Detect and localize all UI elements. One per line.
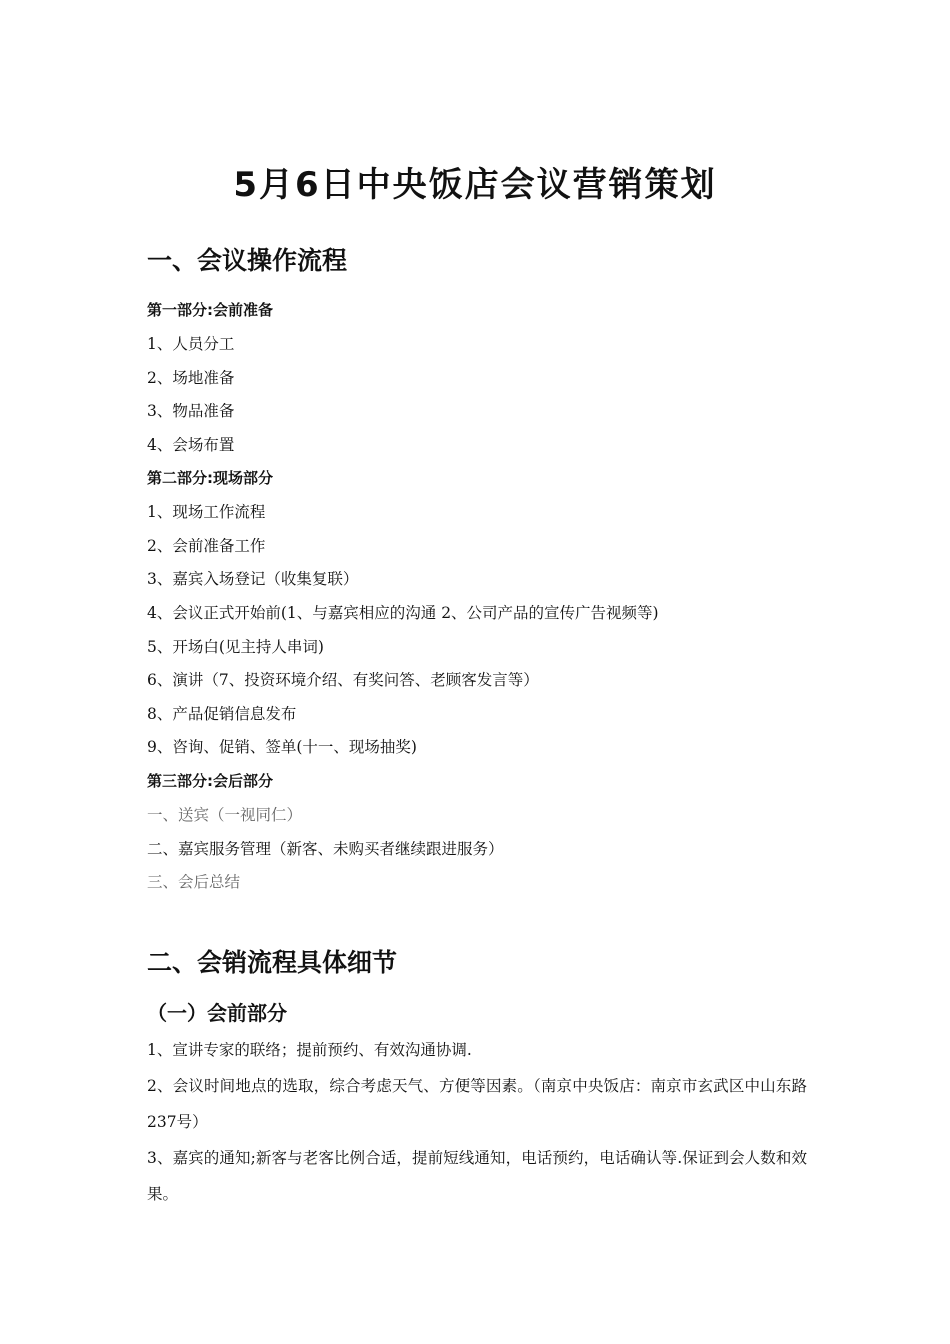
part3-heading: 第三部分:会后部分 [147, 772, 273, 790]
part2-heading: 第二部分:现场部分 [147, 469, 273, 487]
list-item: 3、物品准备 [147, 402, 235, 420]
list-item: 8、产品促销信息发布 [147, 705, 297, 723]
section-heading-sales-details: 二、会销流程具体细节 [147, 948, 398, 977]
list-item: 4、会场布置 [147, 436, 235, 454]
list-item: 3、嘉宾入场登记（收集复联） [147, 570, 359, 588]
paragraph: 1、宣讲专家的联络；提前预约、有效沟通协调. [147, 1041, 472, 1059]
part1-heading: 第一部分:会前准备 [147, 301, 273, 319]
list-item: 2、会前准备工作 [147, 537, 266, 555]
list-item: 5、开场白(见主持人串词) [147, 638, 324, 656]
list-item: 三、会后总结 [147, 873, 241, 891]
paragraph: 3、嘉宾的通知;新客与老客比例合适，提前短线通知，电话预约，电话确认等.保证到会人数和效果。 [147, 1149, 807, 1203]
list-item: 二、嘉宾服务管理（新客、未购买者继续跟进服务） [147, 840, 504, 858]
list-item: 一、送宾（一视同仁） [147, 806, 303, 824]
list-item: 2、场地准备 [147, 369, 235, 387]
list-item: 4、会议正式开始前(1、与嘉宾相应的沟通 2、公司产品的宣传广告视频等) [147, 604, 659, 622]
paragraph: 2、会议时间地点的选取，综合考虑天气、方便等因素。（南京中央饭店：南京市玄武区中山东路237号） [147, 1077, 807, 1131]
section-heading-operation-flow: 一、会议操作流程 [147, 246, 348, 275]
list-item: 1、人员分工 [147, 335, 235, 353]
document-title: 5月6日中央饭店会议营销策划 [233, 165, 717, 205]
list-item: 6、演讲（7、投资环境介绍、有奖问答、老顾客发言等） [147, 671, 539, 689]
list-item: 9、咨询、促销、签单(十一、现场抽奖) [147, 738, 417, 756]
subsection-heading-pre-meeting: （一）会前部分 [147, 1001, 287, 1025]
list-item: 1、现场工作流程 [147, 503, 266, 521]
